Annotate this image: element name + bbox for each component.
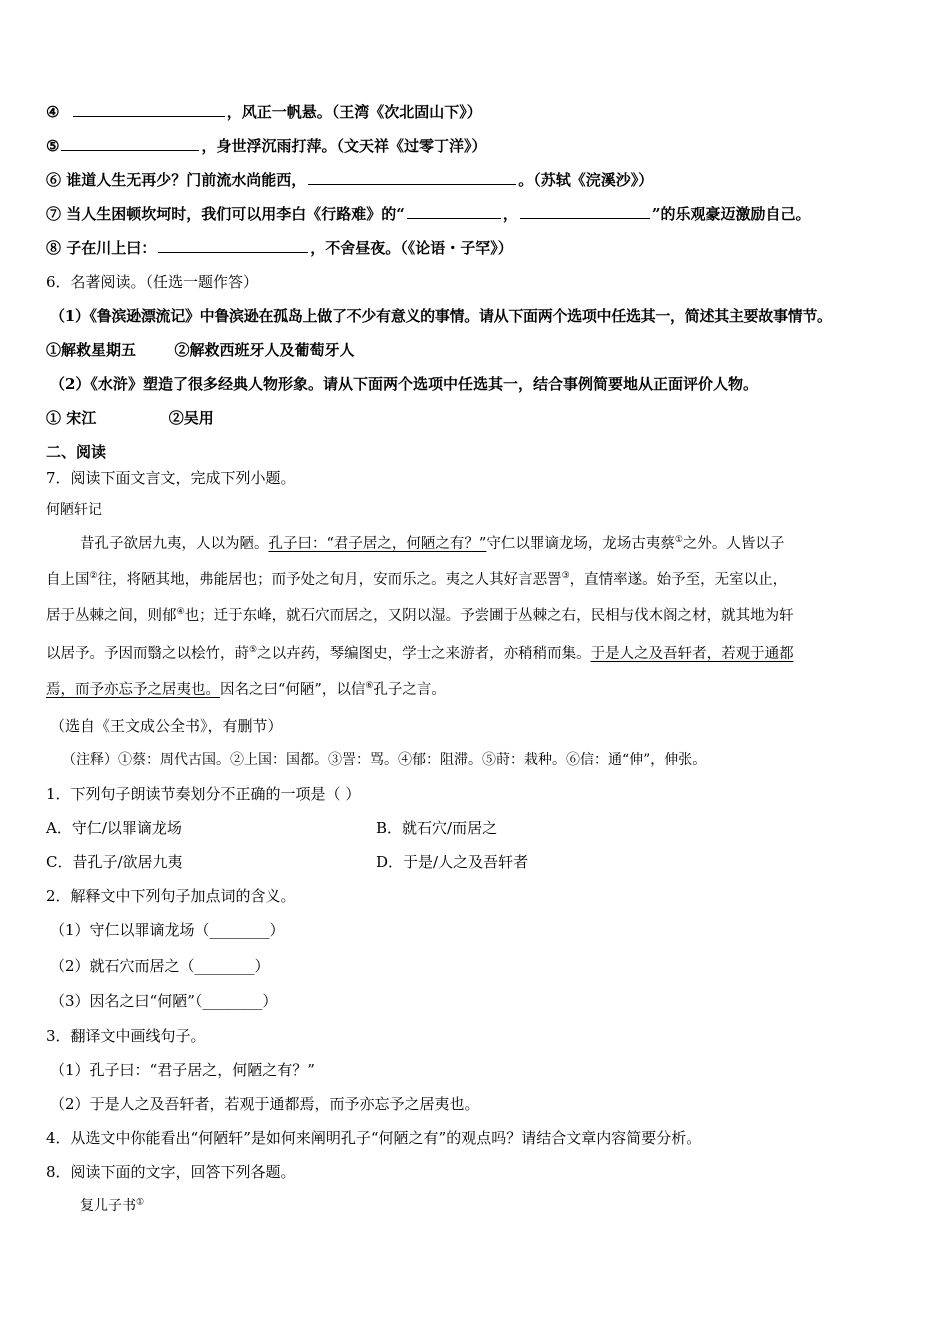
q8-essay-title	[80, 1196, 144, 1216]
essay-text: 昔孔子欲居九夷，人以为陋。	[80, 536, 269, 552]
essay-text: 守仁以罪谪龙场，龙场古夷蔡	[486, 536, 675, 552]
essay-text: 以居予。予因而翳之以桧竹，莳	[46, 646, 249, 662]
essay-text: 居于丛棘之间，则郁	[46, 608, 177, 624]
footnote-mark: ①	[136, 1197, 145, 1208]
q6-part1-options	[46, 340, 355, 360]
q6-part1: （1）《鲁滨逊漂流记》中鲁滨逊在孤岛上做了不少有意义的事情。请从下面两个选项中任选其一，简述其主要故事情节。	[50, 307, 832, 325]
subq3-item-1: （1）孔子曰：“君子居之，何陋之有？”	[50, 1061, 315, 1079]
footnote-mark: ④	[176, 607, 185, 618]
subq2-item-1: （1）守仁以罪谪龙场（________）	[50, 921, 285, 939]
essay-text: 之外。人皆以子	[682, 536, 785, 552]
section-heading: 二、阅读	[46, 443, 107, 461]
subq1-option-b: B．就石穴/而居之	[376, 819, 498, 837]
recite-text: ⑥ 谁道人生无再少？门前流水尚能西，	[46, 171, 307, 189]
answer-blank[interactable]	[520, 204, 650, 219]
subq1-stem: 1．下列句子朗读节奏划分不正确的一项是（ ）	[46, 785, 361, 803]
recite-line-4	[46, 102, 482, 122]
q7-title: 7．阅读下面文言文，完成下列小题。	[46, 469, 296, 487]
subq3-item-2: （2）于是人之及吾轩者，若观于通都焉，而予亦忘予之居夷也。	[50, 1095, 480, 1113]
recite-line-8	[46, 238, 513, 258]
subq2-item-3: （3）因名之曰“何陋”（________）	[50, 992, 278, 1010]
recite-text: ，不舍昼夜。（《论语・子罕》）	[310, 239, 513, 257]
recite-line-7	[46, 204, 811, 224]
essay-line-5	[46, 680, 446, 700]
subq1-option-a: A．守仁/以罪谪龙场	[46, 819, 182, 837]
underlined-sentence: 于是人之及吾轩者，若观于通都	[590, 646, 794, 662]
essay-line-3	[46, 606, 794, 626]
footnote-mark: ⑤	[249, 645, 258, 656]
essay-title-text: 复儿子书	[80, 1198, 136, 1214]
answer-blank[interactable]	[158, 238, 308, 253]
subq3-stem: 3．翻译文中画线句子。	[46, 1027, 206, 1045]
essay-line-1	[80, 534, 784, 554]
essay-text: 因名之曰“何陋”，以信	[220, 682, 366, 698]
option-2: ②解救西班牙人及葡萄牙人	[174, 341, 355, 359]
recite-text: ，身世浮沉雨打萍。（文天祥《过零丁洋》）	[201, 137, 487, 155]
recite-text: ，风正一帆悬。（王湾《次北固山下》）	[226, 103, 482, 121]
essay-line-2	[46, 570, 787, 590]
option-2: ②吴用	[168, 409, 214, 427]
essay-text: 往，将陋其地，弗能居也；而予处之旬月，安而乐之。夷之人其好言恶詈	[97, 572, 562, 588]
subq2-stem: 2．解释文中下列句子加点词的含义。	[46, 887, 296, 905]
recite-text: ⑧ 子在川上曰：	[46, 239, 157, 257]
item-number: ⑤	[46, 137, 60, 155]
subq4-stem: 4．从选文中你能看出“何陋轩”是如何来阐明孔子“何陋之有”的观点吗？请结合文章内容简要分析。	[46, 1129, 702, 1147]
footnote-mark: ①	[674, 535, 683, 546]
subq1-option-d: D．于是/人之及吾轩者	[376, 853, 529, 871]
essay-text: 之以卉药，琴编图史，学士之来游者，亦稍稍而集。	[257, 646, 591, 662]
recite-text: ⑦ 当人生困顿坎坷时，我们可以用李白《行路难》的“	[46, 205, 405, 223]
q6-part2: （2）《水浒》塑造了很多经典人物形象。请从下面两个选项中任选其一，结合事例简要地从正面评价人物。	[50, 375, 758, 393]
answer-blank[interactable]	[73, 102, 225, 117]
option-1: ① 宋江	[46, 409, 97, 427]
option-1: ①解救星期五	[46, 341, 137, 359]
answer-blank[interactable]	[308, 170, 516, 185]
essay-title: 何陋轩记	[46, 502, 102, 518]
q8-title: 8．阅读下面的文字，回答下列各题。	[46, 1163, 296, 1181]
recite-text: ”的乐观豪迈激励自己。	[651, 205, 811, 223]
answer-blank[interactable]	[407, 204, 501, 219]
subq2-item-2: （2）就石穴而居之（________）	[50, 957, 270, 975]
recite-text: ，	[502, 205, 518, 223]
footnote-mark: ⑥	[365, 681, 374, 692]
essay-line-4	[46, 644, 794, 664]
essay-text: 也；迁于东峰，就石穴而居之，又阴以湿。予尝圃于丛棘之右，民相与伐木阁之材，就其地为轩	[184, 608, 794, 624]
recite-line-5	[46, 136, 486, 156]
essay-text: 孔子之言。	[373, 682, 446, 698]
q6-title: 6．名著阅读。（任选一题作答）	[46, 273, 259, 291]
essay-text: ，直情率遂。始予至，无室以止，	[569, 572, 788, 588]
item-number: ④	[46, 103, 60, 121]
essay-source: （选自《王文成公全书》，有删节）	[50, 717, 283, 735]
answer-blank[interactable]	[61, 136, 199, 151]
subq1-option-c: C．昔孔子/欲居九夷	[46, 853, 183, 871]
footnote-mark: ③	[561, 571, 570, 582]
underlined-sentence: 孔子曰：“君子居之，何陋之有？”	[268, 536, 487, 552]
q6-part2-options	[46, 408, 214, 428]
recite-line-6	[46, 170, 653, 190]
recite-text: 。（苏轼《浣溪沙》）	[518, 171, 654, 189]
footnote-mark: ②	[89, 571, 98, 582]
essay-notes: （注释）①蔡：周代古国。②上国：国都。③詈：骂。④郁：阻滞。⑤莳：栽种。⑥信：通“伸”，伸张。	[62, 752, 707, 768]
underlined-sentence: 焉，而予亦忘予之居夷也。	[46, 682, 220, 698]
essay-text: 自上国	[46, 572, 90, 588]
